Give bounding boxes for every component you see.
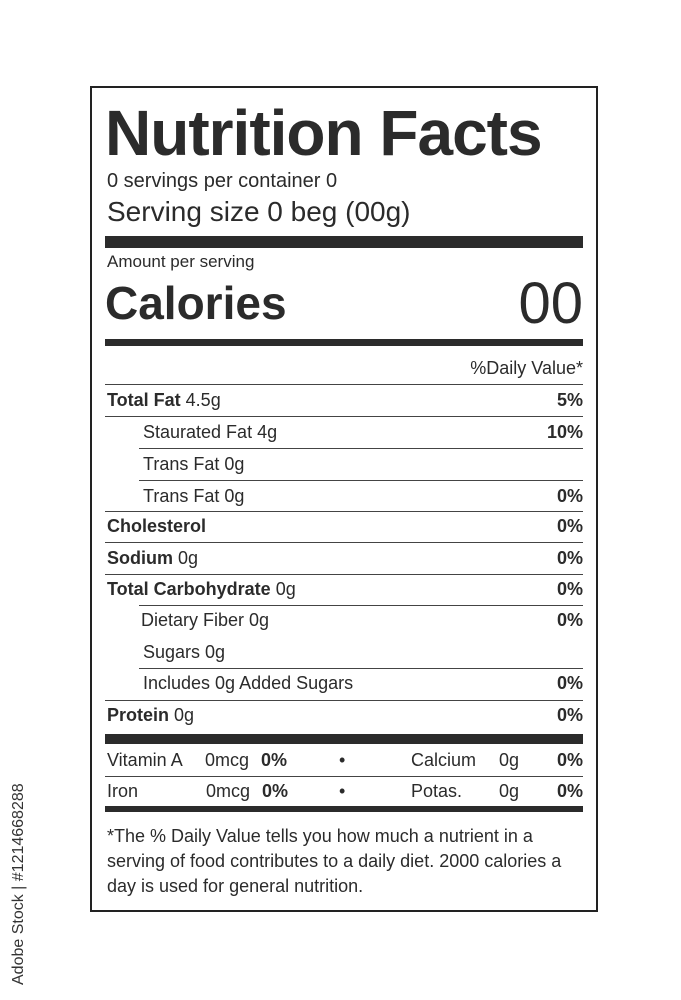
serving-size: Serving size 0 beg (00g) [107, 196, 411, 227]
nutrient-dv: 0% [556, 548, 583, 568]
bullet: • [339, 781, 346, 801]
stock-caption: Adobe Stock | #1214668288 [10, 783, 27, 985]
nutrient-dv: 0% [556, 516, 583, 536]
medium-divider [105, 339, 583, 346]
nutrient-row-trans-fat: Trans Fat 0g [143, 454, 245, 474]
nutrient-dv: 0% [556, 705, 583, 725]
nutrient-dv: 0% [556, 610, 583, 630]
medium-divider [105, 806, 583, 812]
nutrient-row-saturated-fat: Staurated Fat 4g 10% [143, 422, 583, 442]
amount-per-serving: Amount per serving [107, 252, 255, 271]
vitamin-row: Vitamin A 0mcg 0% • Calcium 0g 0% [107, 750, 583, 770]
nutrient-dv: 5% [556, 390, 583, 410]
thick-divider [105, 734, 583, 744]
footnote: *The % Daily Value tells you how much a nutrient in a serving of food contributes to a daily diet. 2000 calories a day is used for general nutrition. [107, 826, 562, 896]
nutrient-row-added-sugars: Includes 0g Added Sugars 0% [143, 673, 583, 693]
nutrient-row-protein: Protein 0g 0% [107, 705, 583, 725]
thick-divider [105, 236, 583, 248]
calories-label: Calories [105, 277, 287, 329]
nutrient-row-total-carbohydrate: Total Carbohydrate 0g 0% [107, 579, 583, 599]
mineral-row: Iron 0mcg 0% • Potas. 0g 0% [107, 781, 583, 801]
daily-value-header: %Daily Value* [470, 358, 583, 378]
nutrient-row-dietary-fiber: Dietary Fiber 0g 0% [141, 610, 583, 630]
bullet: • [339, 750, 346, 770]
label-title: Nutrition Facts [105, 97, 542, 169]
calories-value: 00 [518, 271, 583, 336]
nutrient-dv: 10% [546, 422, 583, 442]
nutrient-row-total-fat: Total Fat 4.5g 5% [107, 390, 583, 410]
nutrient-row-sodium: Sodium 0g 0% [107, 548, 583, 568]
nutrient-dv: 0% [556, 579, 583, 599]
nutrient-dv: 0% [556, 673, 583, 693]
nutrient-row-cholesterol: Cholesterol 0% [107, 516, 583, 536]
nutrient-row-sugars: Sugars 0g [143, 642, 226, 662]
nutrient-row-trans-fat-2: Trans Fat 0g 0% [143, 486, 583, 506]
nutrient-dv: 0% [556, 486, 583, 506]
nutrition-facts-label [90, 86, 598, 912]
servings-per-container: 0 servings per container 0 [107, 170, 338, 192]
